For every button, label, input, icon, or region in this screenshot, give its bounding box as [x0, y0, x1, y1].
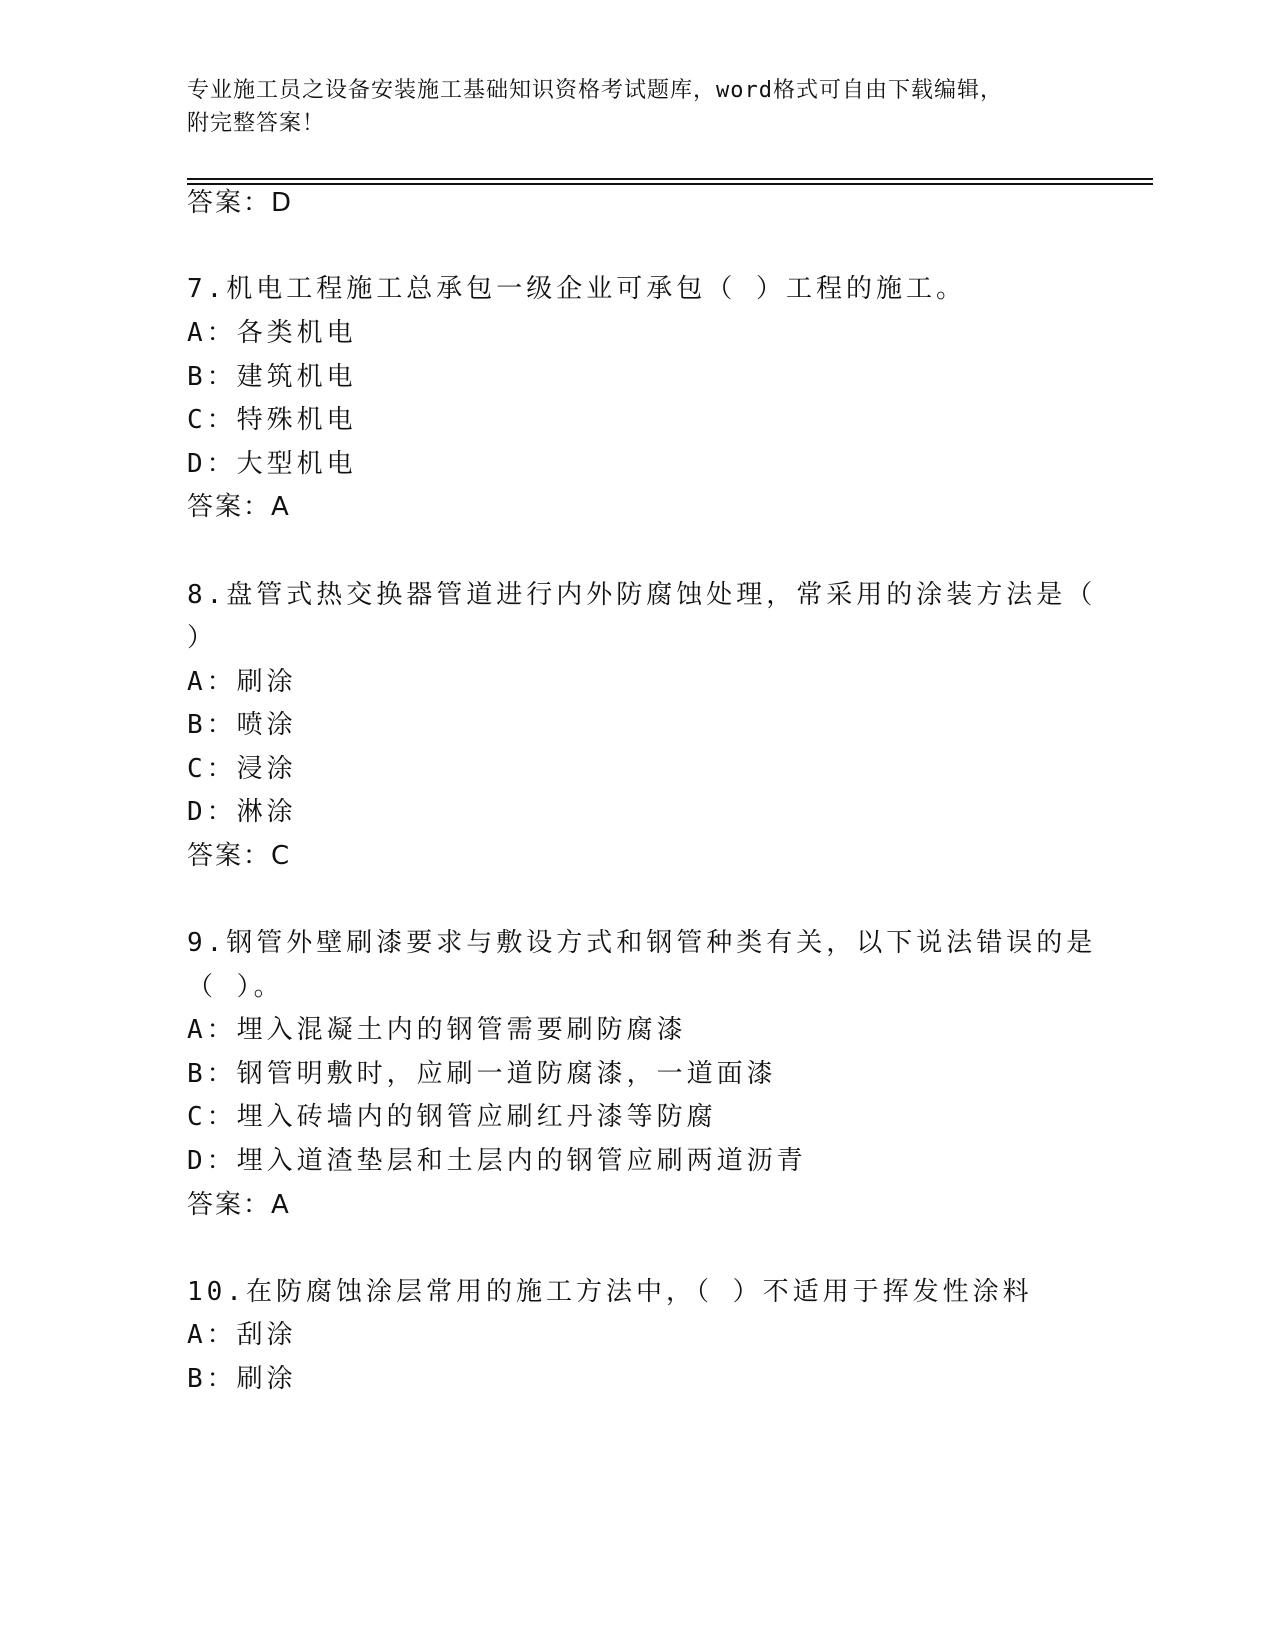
question-10-option-b: B：刷涂 — [187, 1364, 297, 1394]
question-9-stem-line-1: 9.钢管外壁刷漆要求与敷设方式和钢管种类有关，以下说法错误的是 — [187, 928, 1097, 958]
question-8-stem-line-1: 8.盘管式热交换器管道进行内外防腐蚀处理，常采用的涂装方法是（ — [187, 580, 1097, 610]
question-8-option-d: D：淋涂 — [187, 797, 297, 827]
question-7-option-c: C：特殊机电 — [187, 405, 357, 435]
question-9-option-a: A：埋入混凝土内的钢管需要刷防腐漆 — [187, 1015, 687, 1045]
previous-answer: 答案：D — [187, 188, 294, 218]
header-line-1: 专业施工员之设备安装施工基础知识资格考试题库，word格式可自由下载编辑， — [187, 78, 1003, 103]
question-9-answer: 答案：A — [187, 1190, 291, 1220]
question-8-option-b: B：喷涂 — [187, 710, 297, 740]
question-8-stem-line-2: ） — [187, 623, 218, 653]
header-divider-top — [187, 178, 1153, 180]
question-8-answer: 答案：C — [187, 841, 292, 871]
question-9-option-b: B：钢管明敷时，应刷一道防腐漆，一道面漆 — [187, 1059, 777, 1089]
question-10-option-a: A：刮涂 — [187, 1320, 297, 1350]
question-8-option-a: A：刷涂 — [187, 667, 297, 697]
question-7-answer: 答案：A — [187, 492, 291, 522]
question-7-stem: 7.机电工程施工总承包一级企业可承包（ ）工程的施工。 — [187, 274, 966, 304]
document-header — [187, 74, 1067, 140]
question-7-option-a: A：各类机电 — [187, 318, 357, 348]
header-line-2: 附完整答案！ — [187, 111, 326, 136]
question-8-option-c: C：浸涂 — [187, 754, 297, 784]
question-7-option-d: D：大型机电 — [187, 449, 357, 479]
header-divider-bottom — [187, 183, 1153, 185]
question-9-option-d: D：埋入道渣垫层和土层内的钢管应刷两道沥青 — [187, 1146, 807, 1176]
question-7-option-b: B：建筑机电 — [187, 362, 357, 392]
question-9-stem-line-2: （ ）。 — [187, 972, 284, 1002]
question-10-stem: 10.在防腐蚀涂层常用的施工方法中，（ ）不适用于挥发性涂料 — [187, 1277, 1033, 1307]
question-9-option-c: C：埋入砖墙内的钢管应刷红丹漆等防腐 — [187, 1102, 717, 1132]
